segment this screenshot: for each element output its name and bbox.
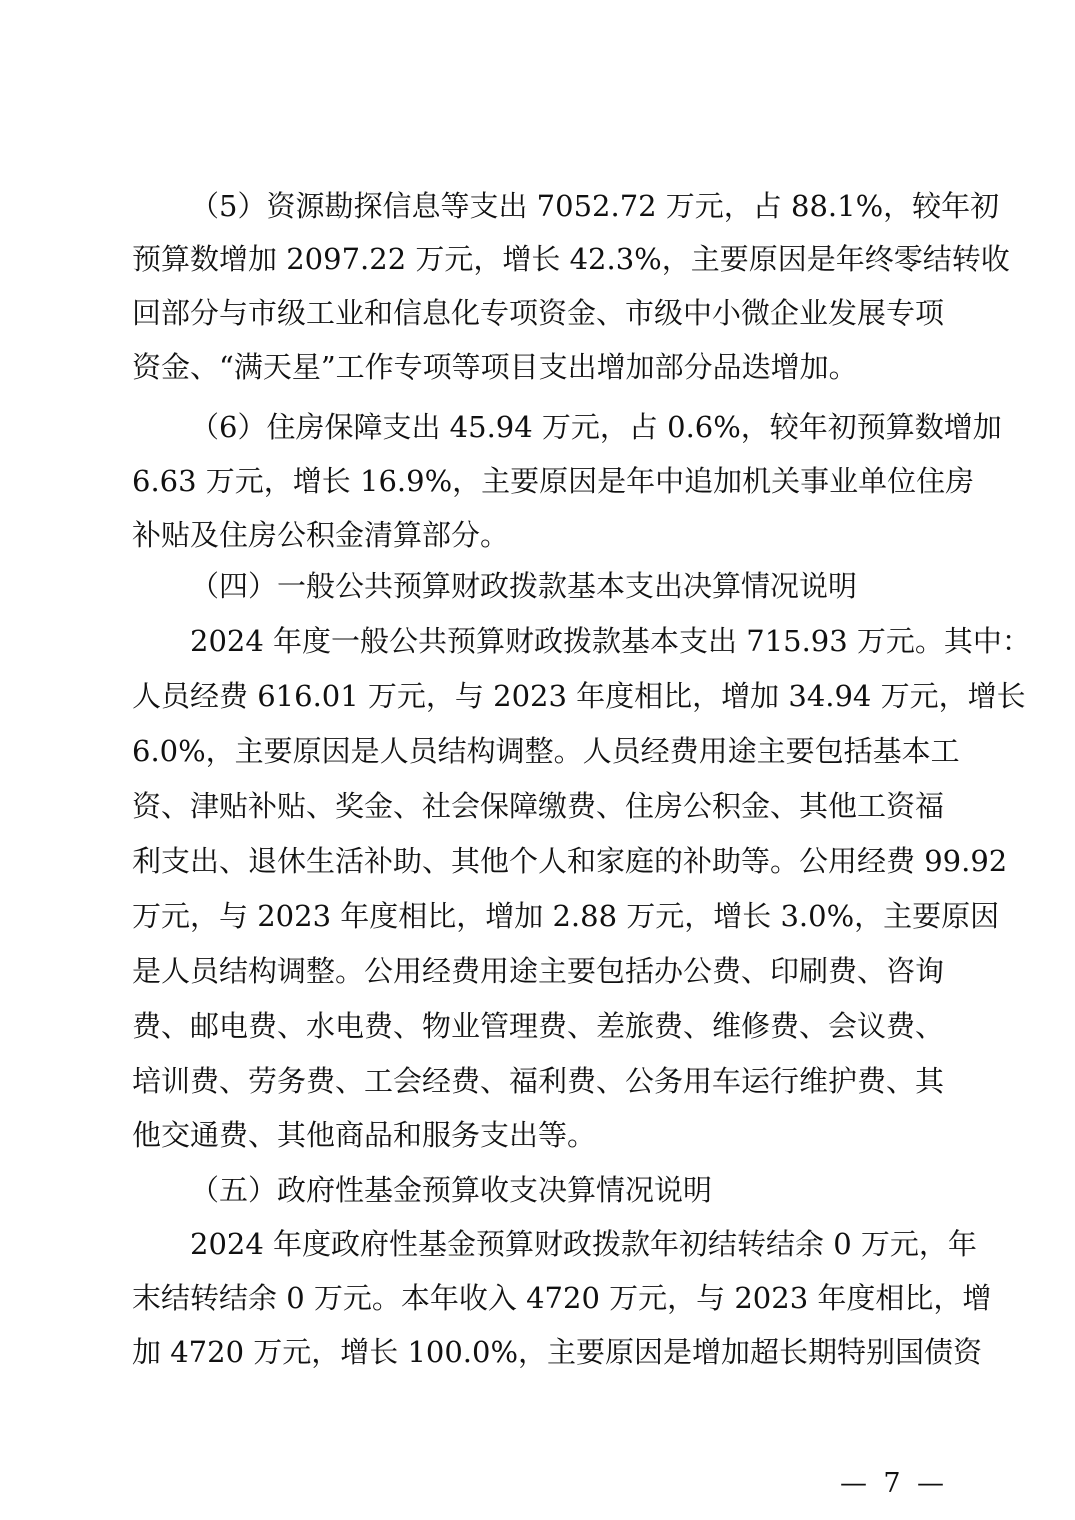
paragraph-line: 补贴及住房公积金清算部分。 [132, 518, 510, 552]
paragraph-line: 回部分与市级工业和信息化专项资金、市级中小微企业发展专项 [132, 296, 945, 330]
paragraph-line: 末结转结余 0 万元。本年收入 4720 万元，与 2023 年度相比，增 [132, 1281, 992, 1315]
paragraph-line: 费、邮电费、水电费、物业管理费、差旅费、维修费、会议费、 [132, 1009, 945, 1043]
paragraph-line: 人员经费 616.01 万元，与 2023 年度相比，增加 34.94 万元，增长 [132, 679, 1026, 713]
paragraph-line: 资金、“满天星”工作专项等项目支出增加部分品迭增加。 [132, 350, 858, 384]
paragraph-line: 预算数增加 2097.22 万元，增长 42.3%，主要原因是年终零结转收 [132, 242, 1010, 276]
paragraph-line: 培训费、劳务费、工会经费、福利费、公务用车运行维护费、其 [132, 1064, 945, 1098]
paragraph-line: 利支出、退休生活补助、其他个人和家庭的补助等。公用经费 99.92 [132, 844, 1008, 878]
paragraph-line: （5）资源勘探信息等支出 7052.72 万元，占 88.1%，较年初 [190, 189, 1000, 223]
paragraph-line: 2024 年度一般公共预算财政拨款基本支出 715.93 万元。其中： [190, 624, 1031, 658]
paragraph-line: 6.63 万元，增长 16.9%，主要原因是年中追加机关事业单位住房 [132, 464, 975, 498]
paragraph-line: 万元，与 2023 年度相比，增加 2.88 万元，增长 3.0%，主要原因 [132, 899, 1000, 933]
paragraph-line: （6）住房保障支出 45.94 万元，占 0.6%，较年初预算数增加 [190, 410, 1002, 444]
paragraph-line: 是人员结构调整。公用经费用途主要包括办公费、印刷费、咨询 [132, 954, 945, 988]
section-heading: （四）一般公共预算财政拨款基本支出决算情况说明 [190, 569, 858, 603]
paragraph-line: 2024 年度政府性基金预算财政拨款年初结转结余 0 万元，年 [190, 1227, 977, 1261]
paragraph-line: 他交通费、其他商品和服务支出等。 [132, 1118, 597, 1152]
section-heading: （五）政府性基金预算收支决算情况说明 [190, 1173, 713, 1207]
page-number: — 7 — [840, 1468, 944, 1499]
paragraph-line: 加 4720 万元，增长 100.0%，主要原因是增加超长期特别国债资 [132, 1335, 983, 1369]
paragraph-line: 资、津贴补贴、奖金、社会保障缴费、住房公积金、其他工资福 [132, 789, 945, 823]
paragraph-line: 6.0%，主要原因是人员结构调整。人员经费用途主要包括基本工 [132, 734, 960, 768]
